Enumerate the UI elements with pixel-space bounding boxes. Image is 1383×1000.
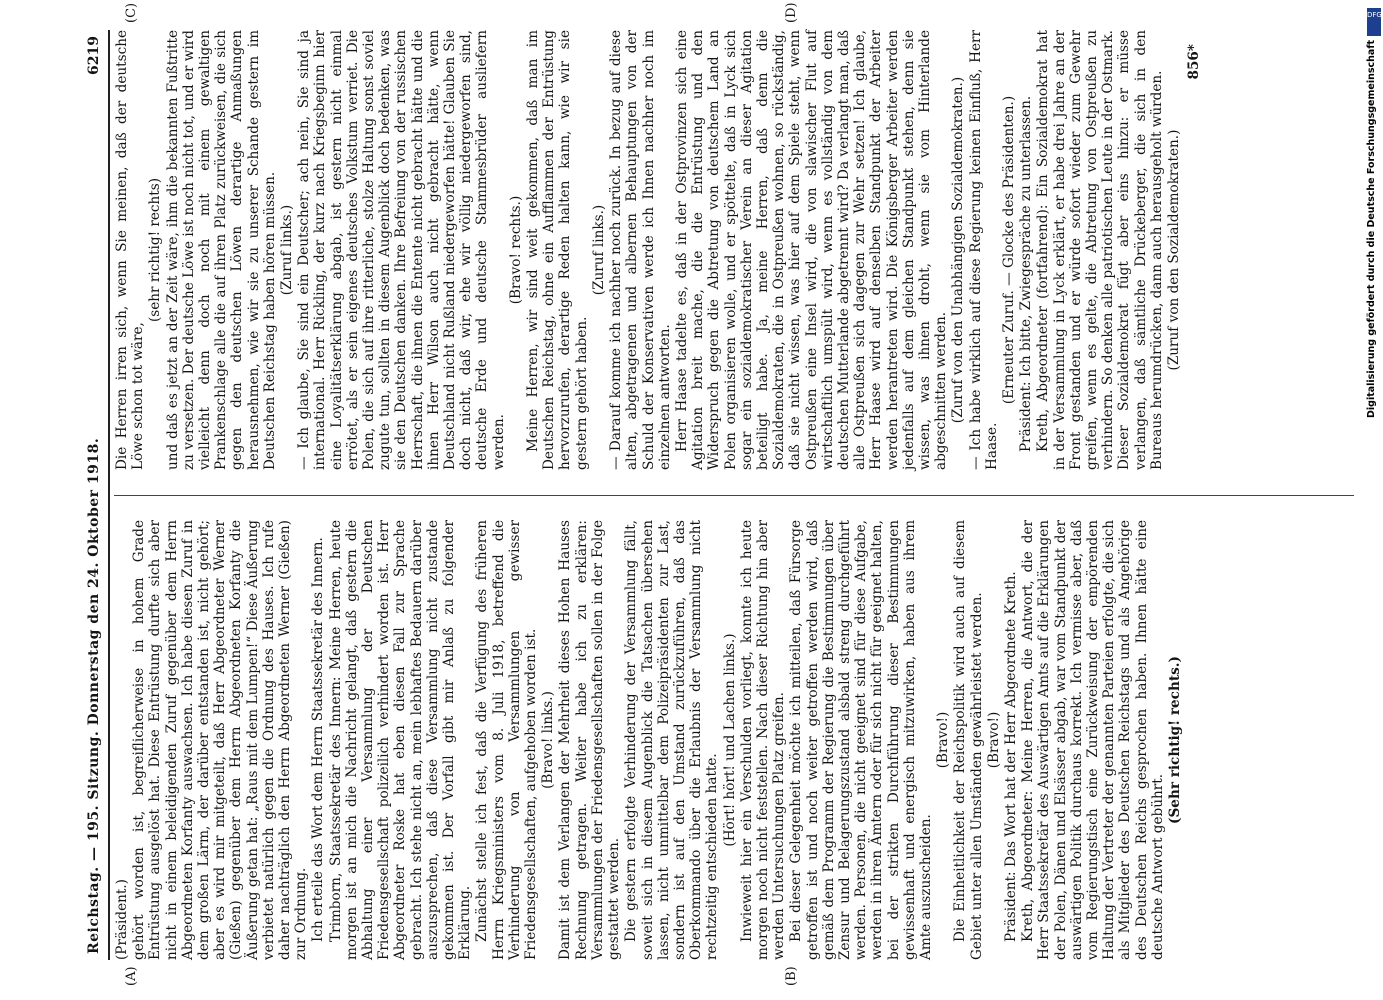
right-column-paragraph: — Ich glaube, Sie sind ein Deutscher; ach nein, Sie sind ja international. Herr Rickling, der kurz nach Kriegsbeginn hier eine Loyalitätserklärung abgab, ist gestern nicht einmal errötet, als er sein eigenes deutsches Volkstum verriet. Die Polen, die sich auf ihre ritterliche, stolze Haltung sonst soviel zugute tun, sollten in diesem Augenblick doch bedenken, was sie den Deutschen danken. Ihre Befreiung von der russischen Herrschaft, die ihnen die Entente nicht gebracht hätte und die ihnen Herr Wilson auch nicht gebracht hätte, wenn Deutschland nicht Rußland niedergeworfen hätte! Glauben Sie doch nicht, daß wir, ehe wir völlig niedergeworfen sind, deutsche Erde und deutsche Stammesbrüder ausliefern werden. <box>296 30 507 470</box>
left-column-paragraph: Die gestern erfolgte Verhinderung der Versammlung fällt, soweit sich in diesem Augenblick die Tatsachen übersehen lassen, nicht unmittelbar dem Polizeipräsidenten zur Last, sondern ist auf den Umstand zurückzuführen, daß das Oberkommando über die Erlaubnis der Versammlung nicht rechtzeitig entschieden hatte. <box>623 520 721 960</box>
right-column-paragraph: (sehr richtig! rechts) <box>147 177 164 323</box>
left-column-paragraph: Ich erteile das Wort dem Herrn Staatssekretär des Innern. <box>310 537 327 942</box>
scanned-page <box>84 2 1354 986</box>
margin-mark-b: (B) <box>784 966 799 986</box>
margin-mark-d: (D) <box>784 2 799 23</box>
running-title: Reichstag. — 195. Sitzung. Donnerstag den 24. Oktober 1918. <box>86 437 102 954</box>
left-column-paragraph: Die Einheitlichkeit der Reichspolitik wird auch auf diesem Gebiet unter allen Umständen gewährleistet werden. <box>952 520 985 960</box>
right-column-paragraph: Die Herren irren sich, wenn Sie meinen, daß der deutsche Löwe schon tot wäre, <box>114 30 147 470</box>
left-column-paragraph: (Bravo! links.) <box>540 691 557 789</box>
page-header <box>84 30 106 960</box>
left-column <box>114 520 1184 960</box>
right-column-paragraph: — Darauf komme ich nachher noch zurück. In bezug auf diese alten, abgetragenen und albernen Behauptungen von der Schuld der Konservativen werde ich Ihnen nachher noch im einzelnen antworten. <box>608 30 673 470</box>
right-column-paragraph: (Zuruf von den Sozialdemokraten.) <box>1166 129 1182 371</box>
right-column-paragraph: (Zuruf links.) <box>279 204 296 296</box>
margin-mark-c: (C) <box>124 2 139 23</box>
header-rule <box>108 30 110 960</box>
left-column-paragraph: (Bravo!) <box>985 711 1002 769</box>
left-column-paragraph: (Präsident.) <box>114 879 130 960</box>
right-column-paragraph: Meine Herren, wir sind weit gekommen, daß man im Deutschen Reichstag, ohne ein Aufflammen der Entrüstung hervorzurufen, derartige Reden halten kann, wie wir sie gestern gehört haben. <box>525 30 590 470</box>
right-column-paragraph: (Bravo! rechts.) <box>507 195 524 305</box>
left-column-paragraph: (Bravo!) <box>935 711 952 769</box>
right-column-paragraph: Kreth, Abgeordneter (fortfahrend): Ein Sozialdemokrat hat in der Versammlung in Lyck erklärt, er habe drei Jahre an der Front gestanden und er würde sofort wieder zum Gewehr greifen, wenn es gelte, die Abtretung von Ostpreußen zu verhindern. So denken alle patriotischen Leute in der Ostmark. Dieser Sozialdemokrat fügt aber eins hinzu: er müsse verlangen, daß sämtliche Drückeberger, die sich in den Bureaus herumdrücken, dann auch herausgeholt würden. <box>1035 30 1165 470</box>
right-column-paragraph: (Erneuter Zuruf. — Glocke des Präsidenten.) <box>1000 95 1017 405</box>
left-column-paragraph: Trimborn, Staatssekretär des Innern: Meine Herren, heute morgen ist an mich die Nachricht gelangt, daß gestern die Abhaltung einer Versammlung der Deutschen Friedensgesellschaft polizeilich verhindert worden ist. Herr Abgeordneter Roske hat eben diesen Fall zur Sprache gebracht. Ich stehe nicht an, mein lebhaftes Bedauern darüber auszusprechen, daß diese Versammlung nicht zustande gekommen ist. Der Vorfall gibt mir Anlaß zu folgender Erklärung. <box>327 520 474 960</box>
footer-signature-mark: 856* <box>1186 44 1203 80</box>
right-column-paragraph: und daß es jetzt an der Zeit wäre, ihm die bekannten Fußtritte zu versetzen. Der deutsche Löwe ist noch nicht tot, und er wird vielleicht denn doch noch mit einem gewaltigen Prankenschlage alle die auf ihren Platz zurückweisen, die sich gegen den deutschen Löwen derartige Anmaßungen herausnehmen, wie wir sie zu unserer Schande gestern im Deutschen Reichstag haben hören müssen. <box>164 30 278 470</box>
left-column-paragraph: Inwieweit hier ein Verschulden vorliegt, konnte ich heute morgen noch nicht feststellen. Nach dieser Richtung hin aber werden Untersuchungen Platz greifen. <box>738 520 788 960</box>
right-column-paragraph: (Zuruf links.) <box>590 204 607 296</box>
page-number: 6219 <box>86 36 102 75</box>
dfg-logo: DFG <box>1367 8 1381 36</box>
right-column-paragraph: (Zuruf von den Unabhängigen Sozialdemokraten.) <box>950 76 967 424</box>
left-column-paragraph: (Hört! hört! und Lachen links.) <box>721 633 738 847</box>
rotated-page-content <box>84 2 1354 986</box>
left-column-paragraph: Kreth, Abgeordneter: Meine Herren, die Antwort, die der Herr Staatssekretär des Auswärtigen Amts auf die Erklärungen der Polen, Dänen und Elsässer abgab, war vom Standpunkt der auswärtigen Politik durchaus korrekt. Ich vermisse aber, daß vom Regierungstisch eine Zurückweisung der empörenden Haltung der Vertreter der genannten Parteien erfolgte, die sich als Mitglieder des Deutschen Reichstags und als Angehörige des Deutschen Reichs gesprochen haben. Ihnen hätte eine deutsche Antwort gebührt. <box>1020 519 1166 960</box>
left-column-paragraph: gehört worden ist, begreiflicherweise in hohem Grade Entrüstung ausgelöst hat. Diese Entrüstung durfte sich aber nicht in einem beleidigenden Zuruf gegenüber dem Herrn Abgeordneten Korfanty auswachsen. Ich habe diesen Zuruf in dem großen Lärm, der darüber entstanden ist, nicht gehört; aber es wird mir mitgeteilt, daß Herr Abgeordneter Werner (Gießen) gegenüber dem Herrn Abgeordneten Korfanty die Äußerung getan hat: „Raus mit dem Lumpen!“ Diese Äußerung verbietet natürlich gegen die Ordnung des Hauses. Ich rufe daher nachträglich den Herrn Abgeordneten Werner (Gießen) zur Ordnung. <box>131 520 310 960</box>
left-column-paragraph: Präsident: Das Wort hat der Herr Abgeordnete Kreth. <box>1002 571 1019 942</box>
right-column-paragraph: Herr Haase tadelte es, daß in der Ostprovinzen sich eine Agitation breit mache, die die Entrüstung und den Widerspruch gegen die Abtretung von deutschem Land an Polen organisieren wolle, und er spöttelte, daß in Lyck sich sogar ein sozialdemokratischer Verein an dieser Agitation beteiligt habe. Ja, meine Herren, daß denn die Sozialdemokraten, die in Ostpreußen wohnen, so rückständig, daß sie nicht wissen, was hier auf dem Spiele steht, wenn Ostpreußen eine Insel wird, die von slawischer Flut auf wirtschaftlich umspült wird, wenn es vollständig von dem deutschen Mutterlande abgetrennt wird? Da verlangt man, daß alle Ostpreußen sich dagegen zur Wehr setzen! Ich glaube, Herr Haase wird auf denselben Standpunkt der Arbeiter werden herantreten wird. Die Königsberger Arbeiter werden jedenfalls auf dem gleichen Standpunkt stehen, denn sie wissen, was ihnen droht, wenn sie vom Hinterlande abgeschnitten werden. <box>673 30 950 470</box>
left-column-paragraph: Bei dieser Gelegenheit möchte ich mitteilen, daß Fürsorge getroffen ist und noch weiter getroffen werden wird, daß gemäß dem Programm der Regierung die Bestimmungen über Zensur und Belagerungszustand alsbald streng durchgeführt werden. Personen, die nicht geeignet sind für diese Aufgabe, werden in ihren Ämtern oder für sich nicht für geeignet halten, bei der strikten Durchführung dieser Bestimmungen gewissenhaft und energisch mitzuwirken, haben aus ihrem Amte auszuscheiden. <box>788 520 934 960</box>
margin-mark-a: (A) <box>124 966 139 986</box>
left-column-paragraph: (Sehr richtig! rechts.) <box>1167 656 1183 824</box>
right-column-paragraph: Präsident: Ich bitte, Zwiegespräche zu unterlassen. <box>1018 95 1035 452</box>
right-column-paragraph: — Ich habe wirklich auf diese Regierung keinen Einfluß, Herr Haase. <box>967 30 1000 470</box>
left-column-paragraph: Damit ist dem Verlangen der Mehrheit dieses Hohen Hauses Rechnung getragen. Weiter habe ich zu erklären: Versammlungen der Friedensgesellschaften sollen in der Folge gestattet werden. <box>557 520 623 960</box>
digitization-note: Digitalisierung gefördert durch die Deutsche Forschungsgemeinschaft <box>1366 40 1377 418</box>
right-column <box>114 30 1202 470</box>
left-column-paragraph: Zunächst stelle ich fest, daß die Verfügung des früheren Herrn Kriegsministers vom 8. Juli 1918, betreffend die Verhinderung von Versammlungen gewisser Friedensgesellschaften, aufgehoben worden ist. <box>474 520 540 960</box>
column-divider <box>114 495 1354 496</box>
